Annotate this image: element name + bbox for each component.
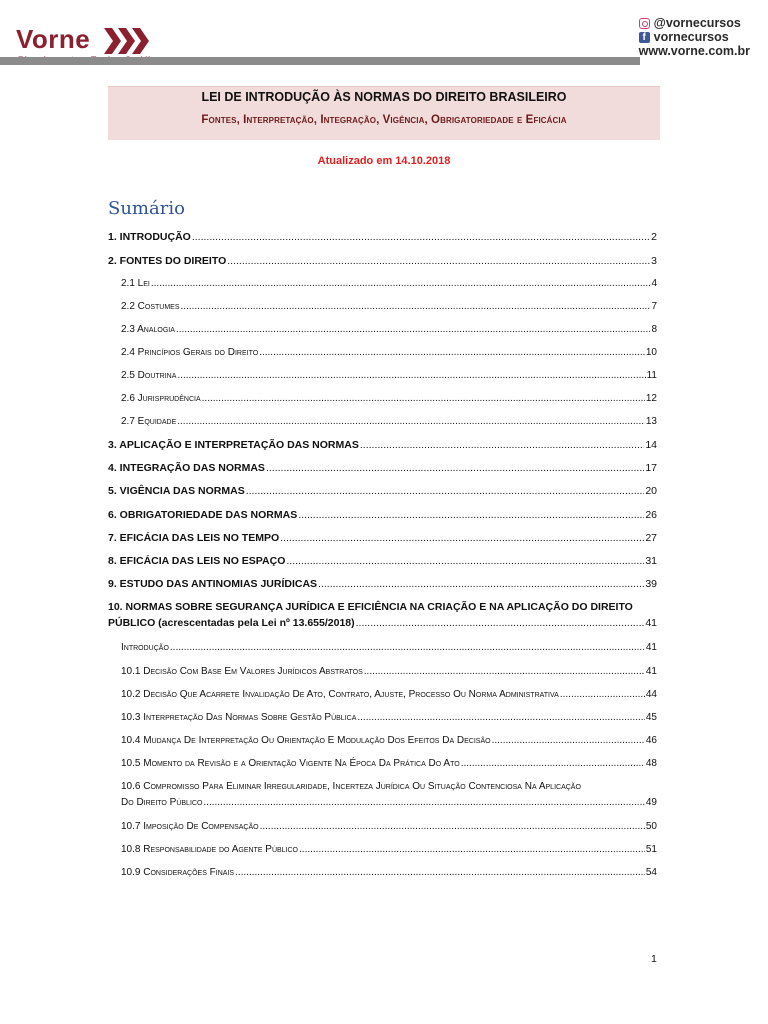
instagram-handle[interactable]: @vornecursos bbox=[653, 16, 741, 30]
toc-page: 10 bbox=[645, 347, 657, 358]
toc-label: 10.3 Interpretação Das Normas Sobre Gestão Pública bbox=[121, 712, 357, 723]
toc-entry[interactable] bbox=[108, 462, 657, 474]
toc-leader bbox=[357, 712, 645, 723]
toc-label: 2.2 Costumes bbox=[121, 301, 180, 312]
toc-label: 4. INTEGRAÇÃO DAS NORMAS bbox=[108, 462, 265, 474]
toc-page: 46 bbox=[645, 735, 657, 746]
toc-page: 27 bbox=[645, 532, 657, 544]
toc-page: 54 bbox=[645, 867, 657, 878]
toc-label: 2.5 Doutrina bbox=[121, 370, 177, 381]
toc-label: 6. OBRIGATORIEDADE DAS NORMAS bbox=[108, 509, 298, 521]
toc-label: 5. VIGÊNCIA DAS NORMAS bbox=[108, 485, 245, 497]
toc-leader bbox=[298, 509, 644, 521]
toc-label: 10.1 Decisão Com Base Em Valores Jurídicos Abstratos bbox=[121, 666, 363, 677]
toc-label: 2.4 Princípios Gerais do Direito bbox=[121, 347, 259, 358]
toc-label: 10.5 Momento da Revisão e a Orientação Vigente Na Época Da Prática Do Ato bbox=[121, 758, 460, 769]
toc-label: Do Direito Público bbox=[121, 797, 203, 808]
toc-page: 49 bbox=[645, 797, 657, 808]
toc-leader bbox=[170, 642, 645, 653]
toc-entry[interactable] bbox=[108, 666, 657, 677]
toc-leader bbox=[299, 844, 645, 855]
toc-page: 14 bbox=[645, 439, 657, 451]
toc-leader bbox=[227, 255, 650, 267]
toc-page: 8 bbox=[651, 324, 657, 335]
facebook-row[interactable] bbox=[639, 30, 750, 44]
header-divider-bar bbox=[0, 57, 640, 65]
toc-page: 4 bbox=[651, 278, 657, 289]
toc-page: 41 bbox=[645, 617, 657, 629]
instagram-icon bbox=[639, 18, 650, 29]
toc-page: 41 bbox=[645, 642, 657, 653]
toc-entry[interactable] bbox=[108, 735, 657, 746]
toc-leader bbox=[235, 867, 645, 878]
instagram-row[interactable] bbox=[639, 16, 750, 30]
toc-entry[interactable] bbox=[108, 758, 657, 769]
toc-leader bbox=[203, 797, 644, 808]
toc-page: 45 bbox=[645, 712, 657, 723]
page-number: 1 bbox=[651, 953, 657, 965]
toc-label: 2.1 Lei bbox=[121, 278, 150, 289]
toc-entry[interactable] bbox=[108, 532, 657, 544]
toc-label: Introdução bbox=[121, 642, 169, 653]
toc-entry[interactable] bbox=[108, 278, 657, 289]
toc-entry[interactable] bbox=[108, 509, 657, 521]
toc-leader bbox=[192, 231, 650, 243]
toc-entry[interactable] bbox=[108, 821, 657, 832]
toc-page: 3 bbox=[651, 255, 657, 267]
toc-label-line1: 10.6 Compromisso Para Eliminar Irregularidade, Incerteza Jurídica Ou Situação Contenciosa Na Aplicação bbox=[121, 781, 581, 792]
toc-leader bbox=[202, 393, 645, 404]
toc-label: 10.8 Responsabilidade do Agente Público bbox=[121, 844, 299, 855]
toc-entry[interactable] bbox=[108, 844, 657, 855]
toc-page: 20 bbox=[645, 485, 657, 497]
toc-entry[interactable] bbox=[108, 867, 657, 878]
toc-leader bbox=[360, 439, 644, 451]
toc-leader bbox=[266, 462, 644, 474]
toc-page: 39 bbox=[645, 578, 657, 590]
facebook-handle[interactable]: vornecursos bbox=[653, 30, 729, 44]
website-link[interactable]: www.vorne.com.br bbox=[638, 44, 750, 58]
toc-page: 48 bbox=[645, 758, 657, 769]
toc-leader bbox=[181, 301, 651, 312]
toc-label-line1: 10. NORMAS SOBRE SEGURANÇA JURÍDICA E EFICIÊNCIA NA CRIAÇÃO E NA APLICAÇÃO DO DIREITO bbox=[108, 601, 633, 613]
toc-leader bbox=[461, 758, 645, 769]
toc-leader bbox=[492, 735, 645, 746]
toc-entry[interactable] bbox=[108, 255, 657, 267]
toc-entry[interactable] bbox=[108, 347, 657, 358]
chevron-arrows-icon bbox=[104, 28, 162, 54]
toc-leader bbox=[286, 555, 644, 567]
toc-label: 1. INTRODUÇÃO bbox=[108, 231, 191, 243]
document-title-box bbox=[108, 86, 660, 140]
summary-heading: Sumário bbox=[108, 198, 185, 219]
toc-entry[interactable] bbox=[108, 370, 657, 381]
toc-entry[interactable] bbox=[108, 601, 657, 629]
toc-label: 10.4 Mudança De Interpretação Ou Orientação E Modulação Dos Efeitos Da Decisão bbox=[121, 735, 491, 746]
toc-entry[interactable] bbox=[108, 712, 657, 723]
toc-page: 11 bbox=[646, 370, 657, 381]
toc-label: 2. FONTES DO DIREITO bbox=[108, 255, 227, 267]
toc-page: 12 bbox=[645, 393, 657, 404]
toc-page: 44 bbox=[645, 689, 657, 700]
toc-leader bbox=[151, 278, 651, 289]
toc-label: 3. APLICAÇÃO E INTERPRETAÇÃO DAS NORMAS bbox=[108, 439, 359, 451]
toc-entry[interactable] bbox=[108, 642, 657, 653]
toc-entry[interactable] bbox=[108, 781, 657, 808]
facebook-icon: f bbox=[639, 32, 650, 43]
toc-page: 50 bbox=[645, 821, 657, 832]
toc-leader bbox=[176, 324, 651, 335]
toc-page: 13 bbox=[645, 416, 657, 427]
toc-entry[interactable] bbox=[108, 485, 657, 497]
toc-label: 7. EFICÁCIA DAS LEIS NO TEMPO bbox=[108, 532, 280, 544]
toc-leader bbox=[260, 821, 645, 832]
toc-page: 41 bbox=[645, 666, 657, 677]
toc-page: 7 bbox=[651, 301, 657, 312]
toc-entry[interactable] bbox=[108, 555, 657, 567]
toc-entry[interactable] bbox=[108, 416, 657, 427]
toc-leader bbox=[259, 347, 645, 358]
social-contacts bbox=[639, 16, 750, 58]
toc-label: 2.6 Jurisprudência bbox=[121, 393, 201, 404]
toc-page: 51 bbox=[645, 844, 657, 855]
toc-label: 2.7 Equidade bbox=[121, 416, 177, 427]
toc-page: 17 bbox=[645, 462, 657, 474]
toc-leader bbox=[246, 485, 645, 497]
toc-leader bbox=[177, 416, 645, 427]
toc-entry[interactable] bbox=[108, 324, 657, 335]
toc-leader bbox=[364, 666, 645, 677]
document-subtitle: Fontes, Interpretação, Integração, Vigência, Obrigatoriedade e Eficácia bbox=[201, 114, 567, 126]
toc-entry[interactable] bbox=[108, 578, 657, 590]
toc-leader bbox=[356, 617, 645, 629]
logo-word: Vorne bbox=[16, 24, 91, 54]
toc-label: 10.2 Decisão Que Acarrete Invalidação De Ato, Contrato, Ajuste, Processo Ou Norma Administrativa bbox=[121, 689, 559, 700]
updated-date: Atualizado em 14.10.2018 bbox=[317, 155, 451, 167]
toc-entry[interactable] bbox=[108, 439, 657, 451]
toc-label: 2.3 Analogia bbox=[121, 324, 175, 335]
toc-label: 10.9 Considerações Finais bbox=[121, 867, 235, 878]
toc-label: 8. EFICÁCIA DAS LEIS NO ESPAÇO bbox=[108, 555, 286, 567]
toc-entry[interactable] bbox=[108, 393, 657, 404]
toc-entry[interactable] bbox=[108, 231, 657, 243]
toc-page: 26 bbox=[645, 509, 657, 521]
toc-leader bbox=[177, 370, 645, 381]
toc-leader bbox=[560, 689, 645, 700]
toc-leader bbox=[318, 578, 644, 590]
toc-leader bbox=[280, 532, 644, 544]
toc-label: 10.7 Imposição De Compensação bbox=[121, 821, 259, 832]
toc-entry[interactable] bbox=[108, 689, 657, 700]
toc-page: 2 bbox=[651, 231, 657, 243]
toc-page: 31 bbox=[645, 555, 657, 567]
toc-entry[interactable] bbox=[108, 301, 657, 312]
toc-label: PÚBLICO (acrescentadas pela Lei nº 13.655/2018) bbox=[108, 617, 355, 629]
document-title: LEI DE INTRODUÇÃO ÀS NORMAS DO DIREITO BRASILEIRO bbox=[201, 90, 567, 104]
toc-label: 9. ESTUDO DAS ANTINOMIAS JURÍDICAS bbox=[108, 578, 318, 590]
